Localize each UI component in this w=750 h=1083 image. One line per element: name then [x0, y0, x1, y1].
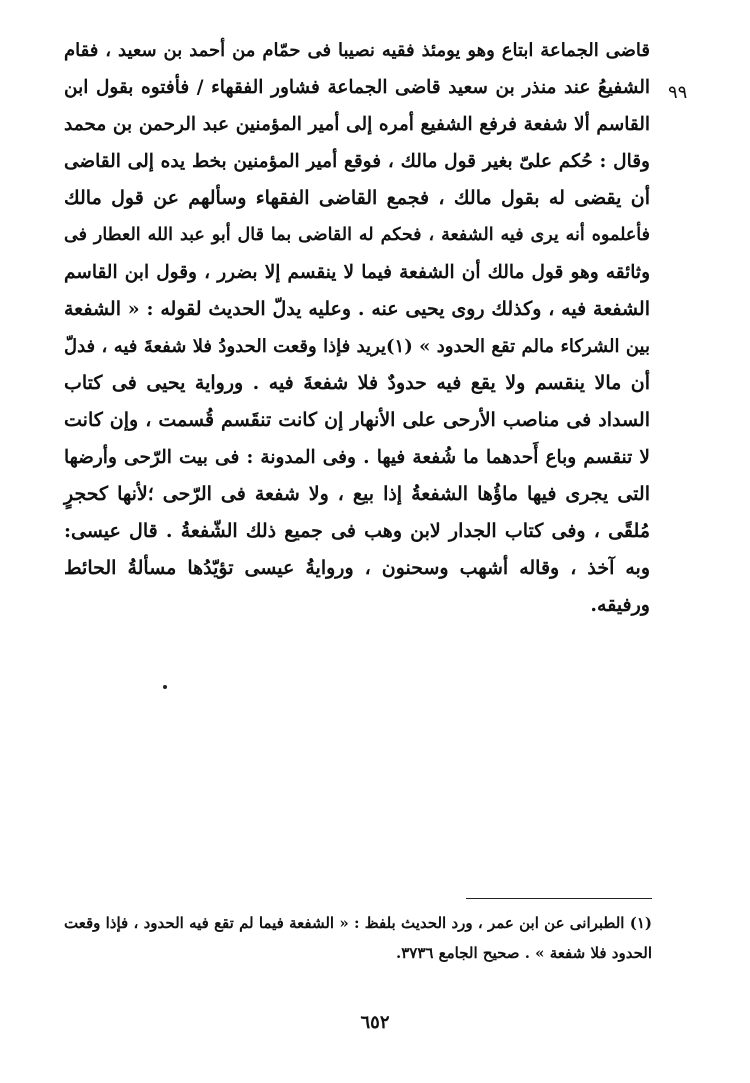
stray-dot-mark [163, 685, 167, 689]
text-line: وقال : حُكم علىّ بغير قول مالك ، فوقع أمير المؤمنين بخط يده إلى القاضى [64, 151, 650, 172]
text-line: ورفيقه. [590, 594, 650, 616]
text-line: القاسم ألا شفعة فرفع الشفيع أمره إلى أمير المؤمنين عبد الرحمن بن محمد [64, 114, 650, 135]
page-number: ٦٥٢ [360, 1012, 390, 1033]
footnote-line: (١) الطبرانى عن ابن عمر ، ورد الحديث بلفظ : « الشفعة فيما لم تقع فيه الحدود ، فإذا وقعت [64, 914, 653, 932]
text-line: أن يقضى له بقول مالك ، فجمع القاضى الفقهاء وسألهم عن قول مالك [64, 187, 650, 209]
text-line: أن مالا ينقسم ولا يقع فيه حدودٌ فلا شفعةَ فيه . ورواية يحيى فى كتاب [64, 372, 650, 394]
text-line: مُلقًى ، وفى كتاب الجدار لابن وهب فى جميع ذلك الشّفعةُ . قال عيسى: [64, 520, 650, 542]
text-line: وثائقه وهو قول مالك أن الشفعة فيما لا ينقسم إلا بضرر ، وقول ابن القاسم [64, 262, 650, 283]
text-line: الشفعة فيه ، وكذلك روى يحيى عنه . وعليه يدلّ الحديث لقوله : « الشفعة [64, 298, 650, 320]
footnote-line: الحدود فلا شفعة » . صحيح الجامع ٣٧٣٦. [395, 944, 652, 962]
footnote-block [64, 908, 652, 968]
text-line: التى يجرى فيها ماؤُها الشفعةُ إذا بيع ، ولا شفعة فى الرّحى ؛لأنها كحجرٍ [64, 483, 650, 505]
margin-folio-number: ٩٩ [668, 82, 688, 103]
text-line: بين الشركاء مالم تقع الحدود » (١)يريد فإذا وقعت الحدودُ فلا شفعةَ فيه ، فدلّ [64, 336, 650, 357]
text-line: الشفيعُ عند منذر بن سعيد قاضى الجماعة فشاور الفقهاء / فأفتوه بقول ابن [64, 77, 650, 98]
footnote-separator [466, 898, 652, 899]
text-line: فأعلموه أنه يرى فيه الشفعة ، فحكم له القاضى بما قال أبو عبد الله العطار فى [64, 225, 650, 245]
text-line: السداد فى مناصب الأرحى على الأنهار إن كانت تنقَسم قُسمت ، وإن كانت [64, 409, 650, 431]
main-text-block [64, 32, 650, 624]
text-line: وبه آخذ ، وقاله أشهب وسحنون ، وروايةُ عيسى تؤيّدُها مسألةُ الحائط [64, 557, 650, 579]
text-line: قاضى الجماعة ابتاع وهو يومئذ فقيه نصيبا فى حمّام من أحمد بن سعيد ، فقام [64, 40, 650, 61]
text-line: لا تنقسم وباع أَحدهما ما شُفعة فيها . وفى المدونة : فى بيت الرّحى وأرضها [64, 447, 650, 468]
